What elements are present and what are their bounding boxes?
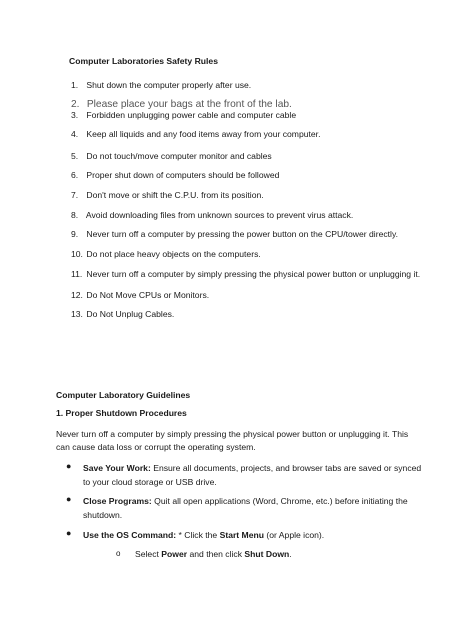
guidelines-title: Computer Laboratory Guidelines xyxy=(56,390,191,400)
rule-item xyxy=(71,269,420,279)
rule-number: 5. xyxy=(71,151,79,161)
bullet-label: Close Programs: xyxy=(83,496,152,506)
bullet-icon: ● xyxy=(66,494,72,504)
rule-item xyxy=(71,99,292,110)
rule-item xyxy=(71,210,353,220)
rule-text: Proper shut down of computers should be followed xyxy=(86,170,280,180)
rule-number: 10. xyxy=(71,249,83,259)
bullet-label: Save Your Work: xyxy=(83,463,151,473)
rule-number: 13. xyxy=(71,309,83,319)
bullet-text: * Click the xyxy=(176,530,220,540)
bullet-icon: ● xyxy=(66,528,72,538)
rule-number: 1. xyxy=(71,80,79,90)
rule-text: Avoid downloading files from unknown sources to prevent virus attack. xyxy=(85,210,354,220)
rule-item xyxy=(71,151,272,161)
rule-item xyxy=(71,290,209,300)
rule-number: 9. xyxy=(71,229,79,239)
bullet-text: Quit all open applications (Word, Chrome, etc.) before initiating the xyxy=(151,496,408,506)
rule-item xyxy=(71,249,261,259)
rule-text: Shut down the computer properly after use. xyxy=(86,80,252,90)
power-label: Power xyxy=(161,549,188,559)
bullet-text-cont: shutdown. xyxy=(83,510,123,520)
rules-title: Computer Laboratories Safety Rules xyxy=(69,56,218,66)
rule-number: 3. xyxy=(71,110,79,120)
bullet-text: Ensure all documents, projects, and browser tabs are saved or synced xyxy=(150,463,422,473)
rule-number: 8. xyxy=(71,210,79,220)
rule-item xyxy=(71,129,320,139)
rule-number: 6. xyxy=(71,170,79,180)
rule-item xyxy=(71,170,279,180)
bullet-icon: ● xyxy=(66,461,72,471)
rule-item xyxy=(71,80,251,90)
rule-item xyxy=(71,309,174,319)
rule-text: Do not place heavy objects on the computers. xyxy=(86,249,261,259)
rule-text: Never turn off a computer by simply pressing the physical power button or unplugging it. xyxy=(86,269,421,279)
rule-text: Do Not Unplug Cables. xyxy=(86,309,175,319)
rule-item xyxy=(71,229,398,239)
rule-number: 4. xyxy=(71,129,79,139)
section-intro: Never turn off a computer by simply pressing the physical power button or unplugging it. This can cause data loss or corrupt the operating system. xyxy=(56,429,409,452)
rule-number: 2. xyxy=(71,99,80,110)
bullet-text-end: (or Apple icon). xyxy=(264,530,325,540)
rule-number: 11. xyxy=(71,269,83,279)
rule-text: Don't move or shift the C.P.U. from its position. xyxy=(86,190,264,200)
bullet-text-cont: to your cloud storage or USB drive. xyxy=(83,477,217,487)
rule-text: Never turn off a computer by pressing the power button on the CPU/tower directly. xyxy=(86,229,398,239)
section-heading: 1. Proper Shutdown Procedures xyxy=(56,408,187,418)
rule-text: Please place your bags at the front of the lab. xyxy=(86,99,292,110)
rule-item xyxy=(71,190,264,200)
rule-number: 12. xyxy=(71,290,83,300)
rule-text: Do not touch/move computer monitor and cables xyxy=(86,151,272,161)
rule-text: Keep all liquids and any food items away from your computer. xyxy=(86,129,321,139)
shut-down-label: Shut Down xyxy=(244,549,290,559)
rule-number: 7. xyxy=(71,190,79,200)
sub-bullet-icon: o xyxy=(116,549,121,558)
bullet-label: Use the OS Command: xyxy=(83,530,177,540)
bullet-bold: Start Menu xyxy=(219,530,264,540)
rule-item xyxy=(71,110,296,120)
rule-text: Forbidden unplugging power cable and computer cable xyxy=(86,110,297,120)
rule-text: Do Not Move CPUs or Monitors. xyxy=(86,290,210,300)
